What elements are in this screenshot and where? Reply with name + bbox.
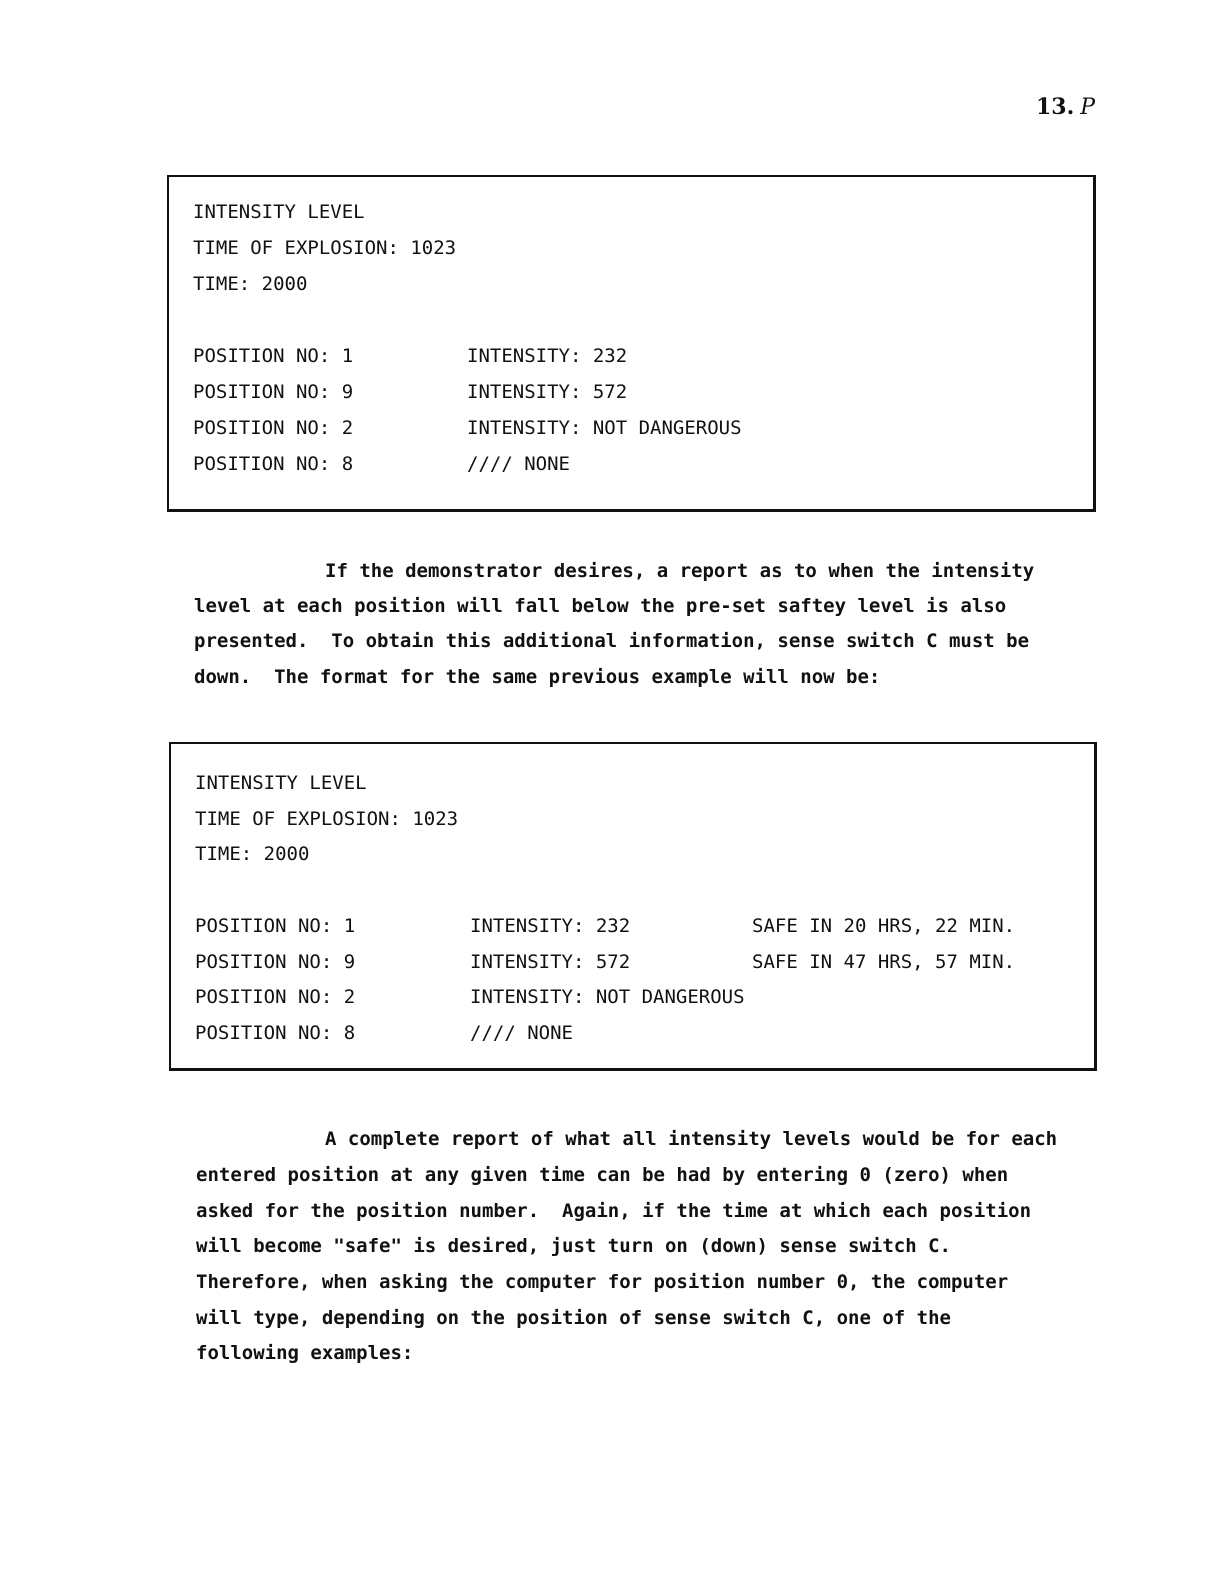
example-2-row-position: POSITION NO: 2 [195, 986, 356, 1008]
example-2-time-of-explosion: TIME OF EXPLOSION: 1023 [195, 808, 459, 830]
paragraph-2-line: A complete report of what all intensity levels would be for each [325, 1128, 1058, 1150]
paragraph-1-line: level at each position will fall below the pre-set saftey level is also [194, 595, 1007, 617]
example-2-row-safe-time: SAFE IN 20 HRS, 22 MIN. [752, 915, 1016, 937]
example-2-row-position: POSITION NO: 9 [195, 951, 356, 973]
paragraph-2-line: Therefore, when asking the computer for position number 0, the computer [196, 1271, 1009, 1293]
example-2-title: INTENSITY LEVEL [195, 772, 367, 794]
paragraph-2-line: following examples: [196, 1342, 414, 1364]
example-2-row-intensity: INTENSITY: 232 [470, 915, 631, 937]
paragraph-1-line: If the demonstrator desires, a report as to when the intensity [325, 560, 1035, 582]
example-2-row-position: POSITION NO: 8 [195, 1022, 356, 1044]
paragraph-2-line: asked for the position number. Again, if the time at which each position [196, 1200, 1032, 1222]
example-2-row-safe-time: SAFE IN 47 HRS, 57 MIN. [752, 951, 1016, 973]
example-2-row-position: POSITION NO: 1 [195, 915, 356, 937]
example-1-time: TIME: 2000 [193, 273, 308, 295]
paragraph-2-line: will become "safe" is desired, just turn on (down) sense switch C. [196, 1235, 951, 1257]
example-1-row-intensity: INTENSITY: NOT DANGEROUS [467, 417, 742, 439]
example-2-row-intensity: //// NONE [470, 1022, 573, 1044]
example-1-row-position: POSITION NO: 8 [193, 453, 354, 475]
paragraph-2-line: will type, depending on the position of sense switch C, one of the [196, 1307, 951, 1329]
page-number-text: 13. [1036, 94, 1075, 120]
example-1-row-position: POSITION NO: 1 [193, 345, 354, 367]
example-2-time: TIME: 2000 [195, 843, 310, 865]
paragraph-1-line: presented. To obtain this additional information, sense switch C must be [194, 630, 1030, 652]
example-1-row-intensity: INTENSITY: 572 [467, 381, 628, 403]
example-2-row-intensity: INTENSITY: 572 [470, 951, 631, 973]
example-1-row-intensity: //// NONE [467, 453, 570, 475]
example-1-time-of-explosion: TIME OF EXPLOSION: 1023 [193, 237, 457, 259]
paragraph-2-line: entered position at any given time can be had by entering 0 (zero) when [196, 1164, 1009, 1186]
example-1-row-intensity: INTENSITY: 232 [467, 345, 628, 367]
example-1-title: INTENSITY LEVEL [193, 201, 365, 223]
example-1-row-position: POSITION NO: 2 [193, 417, 354, 439]
example-2-row-intensity: INTENSITY: NOT DANGEROUS [470, 986, 745, 1008]
page-number [1036, 94, 1095, 120]
page-mark: P [1080, 95, 1096, 120]
paragraph-1-line: down. The format for the same previous example will now be: [194, 666, 881, 688]
example-1-row-position: POSITION NO: 9 [193, 381, 354, 403]
